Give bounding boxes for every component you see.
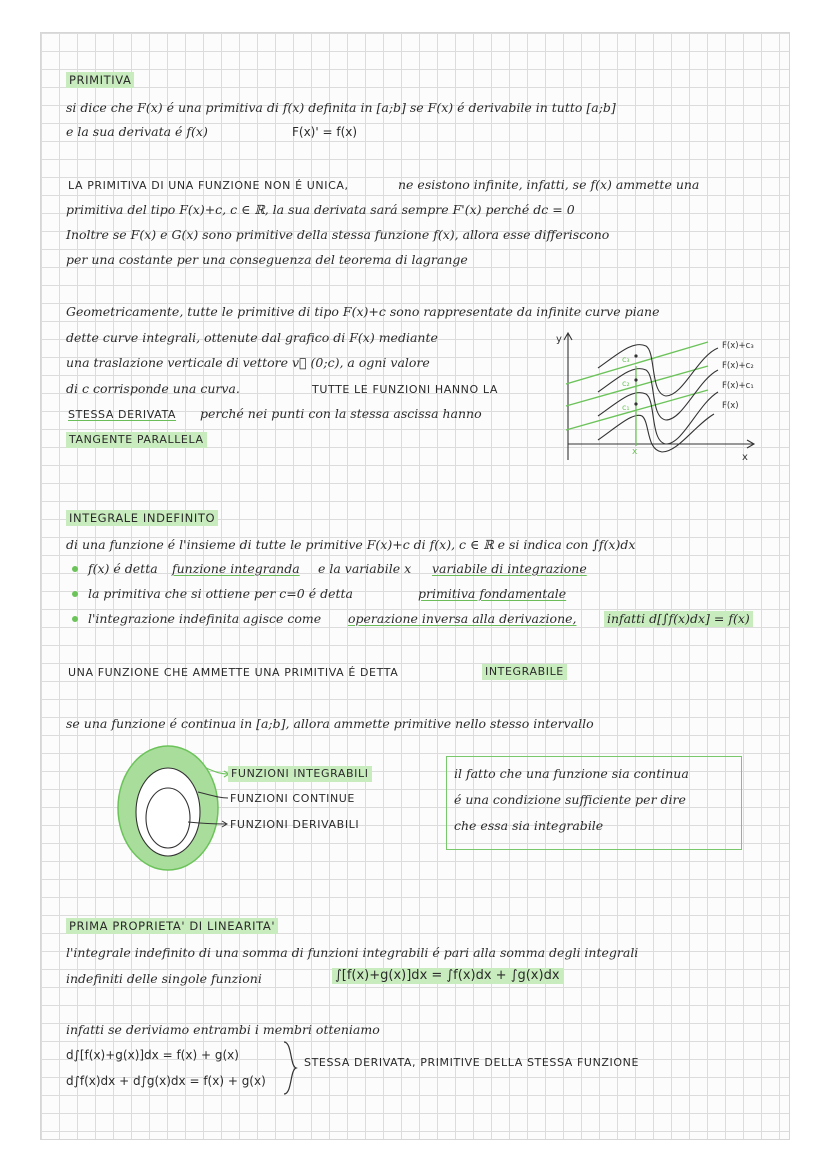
insiemi-diagram [110, 738, 390, 878]
unicita-line2: primitiva del tipo F(x)+c, c ∈ ℝ, la sua derivata sará sempre F'(x) perché dc = 0 [66, 202, 575, 217]
section-title-integrale: INTEGRALE INDEFINITO [66, 510, 218, 526]
proof-conclusion: STESSA DERIVATA, PRIMITIVE DELLA STESSA FUNZIONE [304, 1056, 640, 1069]
bullet3-formula: infatti d[∫f(x)dx] = f(x) [604, 611, 753, 627]
curve-c3 [598, 345, 718, 396]
bullet3-operazione-inversa: operazione inversa alla derivazione, [348, 611, 577, 626]
primitiva-definition-line2: e la sua derivata é f(x) [66, 124, 208, 139]
geometria-line1: Geometricamente, tutte le primitive di tipo F(x)+c sono rappresentate da infinite curve piane [66, 304, 660, 319]
unicita-caps: LA PRIMITIVA DI UNA FUNZIONE NON É UNICA, [68, 179, 349, 192]
x-mark-label: x [632, 447, 638, 457]
bullet2-primitiva-fondamentale: primitiva fondamentale [418, 586, 567, 601]
integrabile-caps: UNA FUNZIONE CHE AMMETTE UNA PRIMITIVA É DETTA [68, 666, 399, 679]
curve-label-c2: F(x)+c₂ [722, 361, 754, 371]
bullet1-funzione-integranda: funzione integranda [172, 561, 300, 576]
tangent-line-2 [566, 366, 708, 406]
unicita-line4: per una costante per una conseguenza del teorema di lagrange [66, 252, 468, 267]
geometria-line4b: TUTTE LE FUNZIONI HANNO LA [312, 383, 498, 396]
c3-label: c₃ [622, 355, 630, 364]
proof-line1: d∫[f(x)+g(x)]dx = f(x) + g(x) [66, 1048, 239, 1062]
bullet-dot [72, 591, 78, 597]
geometria-line5a: STESSA DERIVATA [68, 408, 177, 421]
tangent-line-3 [566, 390, 708, 430]
bullet1-a: f(x) é detta [88, 561, 158, 576]
primitiva-formula: F(x)' = f(x) [292, 125, 358, 139]
bullet1-c: e la variabile x [318, 561, 412, 576]
geometria-line6: TANGENTE PARALLELA [66, 432, 207, 448]
bullet1-variabile-integrazione: variabile di integrazione [432, 561, 587, 576]
bullet-dot [72, 616, 78, 622]
geometria-line4a: di c corrisponde una curva. [66, 381, 240, 396]
set-derivabili [146, 788, 190, 848]
label-funzioni-derivabili: FUNZIONI DERIVABILI [230, 818, 360, 831]
note-box-line1: il fatto che una funzione sia continua [454, 766, 689, 781]
geometria-line2: dette curve integrali, ottenute dal grafico di F(x) mediante [66, 330, 438, 345]
unicita-line3: Inoltre se F(x) e G(x) sono primitive della stessa funzione f(x), allora esse differiscono [66, 227, 610, 242]
proof-intro: infatti se deriviamo entrambi i membri otteniamo [66, 1022, 380, 1037]
continua-line: se una funzione é continua in [a;b], allora ammette primitive nello stesso intervallo [66, 716, 594, 731]
integrabile-word: INTEGRABILE [482, 664, 567, 680]
section-title-primitiva: PRIMITIVA [66, 72, 134, 88]
curve-c1 [598, 392, 718, 444]
linearita-line1: l'integrale indefinito di una somma di funzioni integrabili é pari alla somma degli integrali [66, 945, 639, 960]
curve-c2 [598, 369, 718, 420]
brace-icon [280, 1038, 300, 1098]
c2-label: c₂ [622, 379, 630, 388]
geometria-line3: una traslazione verticale di vettore v⃗ (0;c), a ogni valore [66, 355, 430, 370]
bullet-dot [72, 566, 78, 572]
linearita-formula: ∫[f(x)+g(x)]dx = ∫f(x)dx + ∫g(x)dx [332, 968, 563, 984]
primitiva-definition-line1: si dice che F(x) é una primitiva di f(x) definita in [a;b] se F(x) é derivabile in tutto [a;b] [66, 100, 616, 115]
curve-integrali-graph [538, 326, 784, 466]
integrale-line1: di una funzione é l'insieme di tutte le primitive F(x)+c di f(x), c ∈ ℝ e si indica con ∫f(x)dx [66, 537, 636, 552]
label-funzioni-continue: FUNZIONI CONTINUE [230, 792, 355, 805]
curve-label-base: F(x) [722, 401, 739, 411]
tangent-line-1 [566, 342, 708, 384]
c1-label: c₁ [622, 403, 630, 412]
note-box-line3: che essa sia integrabile [454, 818, 604, 833]
bullet2-a: la primitiva che si ottiene per c=0 é detta [88, 586, 353, 601]
section-title-linearita: PRIMA PROPRIETA' DI LINEARITA' [66, 918, 278, 934]
proof-line2: d∫f(x)dx + d∫g(x)dx = f(x) + g(x) [66, 1074, 266, 1088]
y-axis-label: y [556, 334, 562, 345]
bullet3-a: l'integrazione indefinita agisce come [88, 611, 322, 626]
curve-label-c1: F(x)+c₁ [722, 381, 754, 391]
curve-label-c3: F(x)+c₃ [722, 341, 754, 351]
unicita-line1-rest: ne esistono infinite, infatti, se f(x) ammette una [398, 177, 700, 192]
linearita-line2: indefiniti delle singole funzioni [66, 971, 262, 986]
note-box-line2: é una condizione sufficiente per dire [454, 792, 686, 807]
x-axis-label: x [742, 452, 748, 463]
geometria-line5b: perché nei punti con la stessa ascissa hanno [200, 406, 482, 421]
label-funzioni-integrabili: FUNZIONI INTEGRABILI [228, 766, 372, 782]
